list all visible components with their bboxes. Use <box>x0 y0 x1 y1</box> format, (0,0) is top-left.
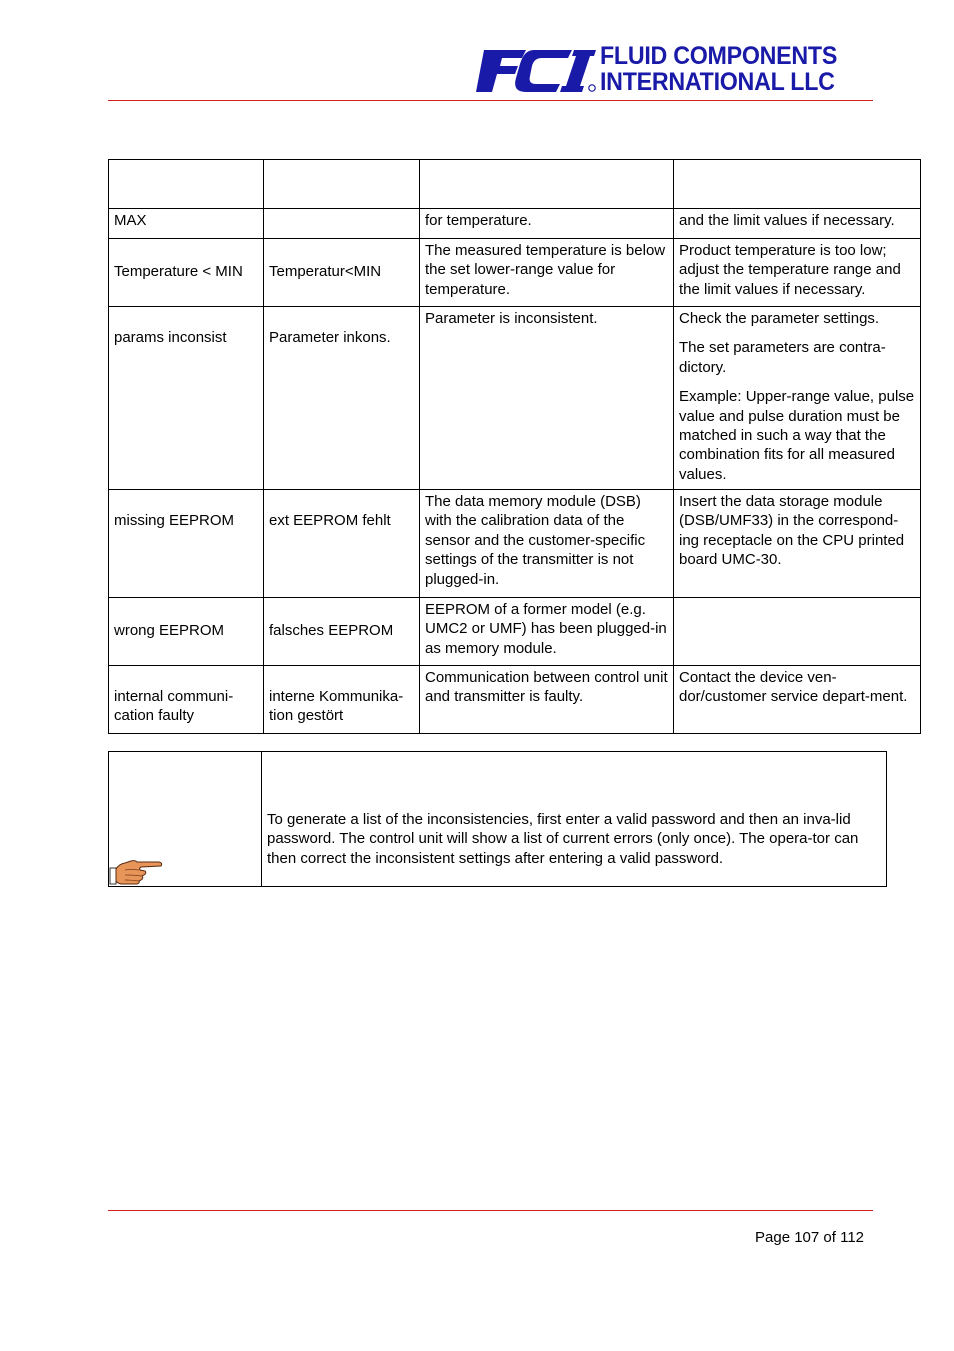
note-icon-cell <box>109 752 262 887</box>
company-name-line2: INTERNATIONAL LLC <box>600 68 835 96</box>
message-en: Temperature < MIN <box>109 239 264 307</box>
message-en: MAX <box>109 209 264 239</box>
cause: EEPROM of a former model (e.g. UMC2 or UMF) has been plugged-in as memory module. <box>420 598 674 666</box>
pointing-hand-icon <box>109 856 165 886</box>
message-de <box>264 666 420 734</box>
remedy <box>674 490 921 598</box>
table-row <box>109 307 921 490</box>
message-de-text: Parameter inkons. <box>269 329 391 346</box>
cause: The data memory module (DSB) with the calibration data of the sensor and the customer-specific settings of the transmitter is not plugged-in. <box>420 490 674 598</box>
message-de-text: interne Kommunika-tion gestört <box>269 688 404 725</box>
header-cell <box>420 160 674 209</box>
error-messages-table <box>108 159 921 734</box>
cause: The measured temperature is below the set lower-range value for temperature. <box>420 239 674 307</box>
message-de <box>264 490 420 598</box>
company-name <box>600 44 837 96</box>
remedy <box>674 239 921 307</box>
company-name-line1: FLUID COMPONENTS <box>600 42 838 70</box>
note-text: To generate a list of the inconsistencies, first enter a valid password and then an inva-lid password. The control unit will show a list of current errors (only once). The opera-tor can then correct the inconsistent settings after entering a valid password. <box>262 752 887 887</box>
note-box <box>108 751 887 887</box>
remedy <box>674 666 921 734</box>
remedy-text: Contact the device ven-dor/customer service depart-ment. <box>679 669 908 706</box>
message-en <box>109 307 264 490</box>
page-number: Page 107 of 112 <box>755 1229 864 1246</box>
header-cell <box>674 160 921 209</box>
message-en: wrong EEPROM <box>109 598 264 666</box>
remedy <box>674 209 921 239</box>
message-de: Temperatur<MIN <box>264 239 420 307</box>
remedy <box>674 307 921 490</box>
footer-rule <box>108 1210 873 1211</box>
fci-logo-mark <box>472 44 600 96</box>
header-rule <box>108 100 873 101</box>
message-en-text: internal communi-cation faulty <box>114 688 234 725</box>
table-row <box>109 666 921 734</box>
table-header-row <box>109 160 921 209</box>
cause: Communication between control unit and transmitter is faulty. <box>420 666 674 734</box>
header-cell <box>264 160 420 209</box>
message-de-text: ext EEPROM fehlt <box>269 512 391 529</box>
table-row <box>109 598 921 666</box>
table-row <box>109 490 921 598</box>
cause: for temperature. <box>420 209 674 239</box>
message-de <box>264 307 420 490</box>
remedy-text: and the limit values if necessary. <box>679 212 895 229</box>
message-en <box>109 666 264 734</box>
company-logo <box>472 44 866 96</box>
remedy-text: Insert the data storage module (DSB/UMF33) in the correspond-ing receptacle on the CPU printed board UMC-30. <box>679 493 905 569</box>
remedy-text: The set parameters are contra-dictory. <box>679 339 886 376</box>
remedy <box>674 598 921 666</box>
remedy-text: Product temperature is too low; adjust the temperature range and the limit values if necessary. <box>679 242 901 298</box>
message-de <box>264 209 420 239</box>
message-de: falsches EEPROM <box>264 598 420 666</box>
cause: Parameter is inconsistent. <box>420 307 674 490</box>
message-en-text: params inconsist <box>114 329 227 346</box>
remedy-text: Example: Upper-range value, pulse value and pulse duration must be matched in such a way that the combination fits for all measured values. <box>679 388 915 483</box>
message-en-text: missing EEPROM <box>114 512 235 529</box>
table-row <box>109 209 921 239</box>
header-cell <box>109 160 264 209</box>
remedy-text: Check the parameter settings. <box>679 310 880 327</box>
message-en <box>109 490 264 598</box>
table-row <box>109 239 921 307</box>
